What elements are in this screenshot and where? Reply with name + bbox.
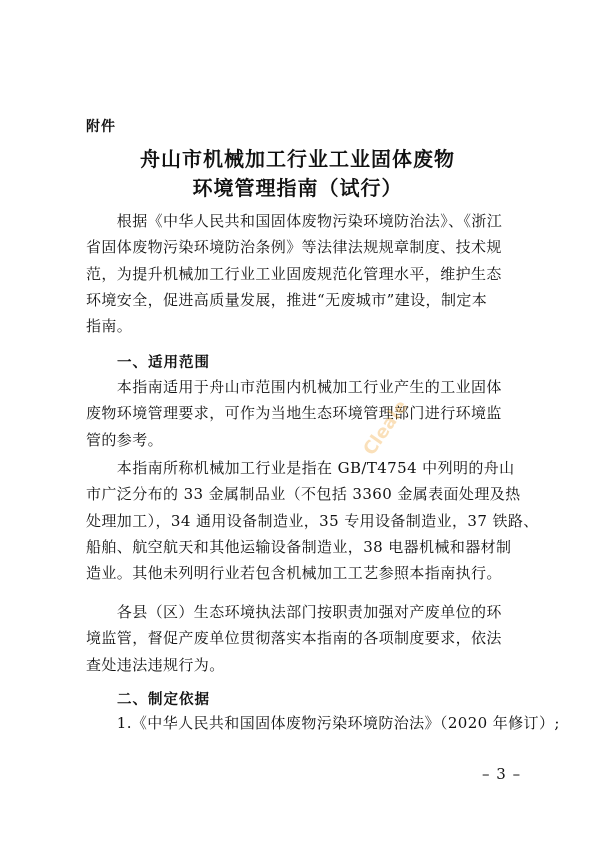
attachment-label: 附件 [86,119,116,135]
section1-p2-line: 市广泛分布的 33 金属制品业（不包括 3360 金属表面处理及热 [86,485,521,504]
section1-p1-line: 本指南适用于舟山市范围内机械加工行业产生的工业固体 [86,378,502,396]
intro-paragraph [86,208,510,339]
section1-paragraph1 [86,374,510,453]
intro-line: 指南。 [86,317,133,336]
section1-p2-line: 船舶、航空航天和其他运输设备制造业，38 电器机械和器材制 [86,537,512,556]
section1-p3-line: 查处违法违规行为。 [86,655,225,674]
section1-paragraph3 [86,599,510,678]
intro-line: 环境安全，促进高质量发展，推进“无废城市”建设，制定本 [86,290,488,309]
section1-p2-line: 造业。其他未列明行业若包含机械加工工艺参照本指南执行。 [86,564,502,583]
document-title-line2: 环境管理指南（试行） [192,176,403,200]
section1-p1-line: 管的参考。 [86,430,164,449]
section2-list [86,710,560,736]
section1-p3-line: 各县（区）生态环境执法部门按职责加强对产废单位的环 [86,603,502,621]
intro-line: 范，为提升机械加工行业工业固废规范化管理水平，维护生态 [86,264,502,283]
document-title-line1: 舟山市机械加工行业工业固体废物 [140,147,455,171]
section1-p3-line: 境监管，督促产废单位贯彻落实本指南的各项制度要求，依法 [86,629,502,648]
section1-p1-line: 废物环境管理要求，可作为当地生态环境管理部门进行环境监 [86,404,502,423]
section2-heading: 二、制定依据 [117,692,210,708]
intro-line: 根据《中华人民共和国固体废物污染环境防治法》、《浙江 [86,212,503,230]
section2-item: 1.《中华人民共和国固体废物污染环境防治法》（2020 年修订）; [86,714,560,732]
watermark-text: Cleale [359,396,413,460]
section1-p2-line: 本指南所称机械加工行业是指在 GB/T4754 中列明的舟山 [86,459,515,477]
section1-p2-line: 处理加工），34 通用设备制造业，35 专用设备制造业，37 铁路、 [86,511,539,530]
page-number: – 3 – [482,765,522,783]
intro-line: 省固体废物污染环境防治条例》等法律法规规章制度、技术规 [86,238,502,257]
section1-heading: 一、适用范围 [117,355,210,371]
section1-paragraph2 [86,455,539,586]
